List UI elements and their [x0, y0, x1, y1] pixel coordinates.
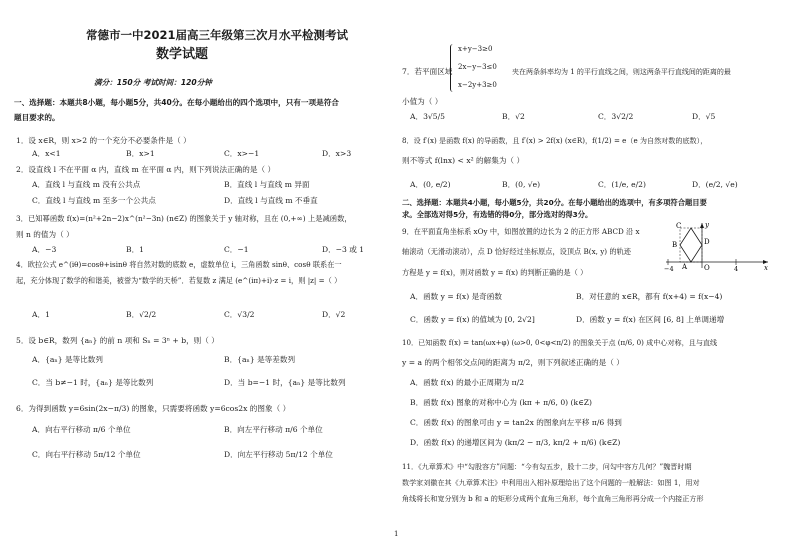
q10-option-c: C．函数 f(x) 的图象可由 y = tan2x 的图象向左平移 π/6 得到 [410, 418, 622, 427]
q3-option-d: D．−3 或 1 [322, 245, 365, 254]
q5-option-c: C．当 b≠−1 时，{aₙ} 是等比数列 [32, 378, 154, 387]
q1-option-a: A．x<1 [32, 149, 61, 158]
q8-option-d: D．(e/2, √e) [692, 180, 738, 189]
q7-option-b: B．√2 [502, 112, 525, 121]
section2-heading-cont: 求。全部选对得5分，有选错的得0分，部分选对的得3分。 [402, 210, 593, 219]
q2-stem: 2．设直线 l 不在平面 α 内，直线 m 在平面 α 内，则下列说法正确的是（ ） [16, 165, 276, 174]
q10-option-b: B．函数 f(x) 图象的对称中心为 (kπ + π/6, 0) (k∈Z) [410, 398, 592, 407]
q2-option-d: D．直线 l 与直线 m 不垂直 [224, 196, 318, 205]
q1-option-b: B．x>1 [126, 149, 155, 158]
q9-stem: 9．在平面直角坐标系 xOy 中，如图放置的边长为 2 的正方形 ABCD 沿 x [402, 227, 640, 236]
q5-option-b: B．{aₙ} 是等差数列 [224, 355, 296, 364]
q3-option-c: C．−1 [224, 245, 249, 254]
q4-stem-cont: 起，充分体现了数学的和谐美，被誉为“数学的天桥”．若复数 z 满足 (e^(iπ)+i)·z = i，则 |z| =（ ） [16, 276, 342, 285]
q3-option-b: B．1 [126, 245, 145, 254]
q7-stem-line2: 小值为（ ） [402, 97, 443, 106]
q9-option-d: D．函数 y = f(x) 在区间 [6, 8] 上单调递增 [576, 315, 725, 324]
q10-option-d: D．函数 f(x) 的递增区间为 (kπ/2 − π/3, kπ/2 + π/6) (k∈Z) [410, 438, 621, 447]
q9-option-c: C．函数 y = f(x) 的值域为 [0, 2√2] [410, 315, 535, 324]
q4-option-a: A．1 [32, 310, 50, 319]
q7-stem: 7．若平面区域 [402, 67, 453, 76]
q7-system-line-2: 2x−y−3≤0 [458, 63, 497, 71]
q4-stem: 4．欧拉公式 e^(iθ)=cosθ+isinθ 将自然对数的底数 e，虚数单位 i，三角函数 sinθ、cosθ 联系在一 [16, 260, 342, 269]
q8-stem: 8．设 f′(x) 是函数 f(x) 的导函数，且 f′(x) > 2f(x) (x∈R)，f(1/2) = e（e 为自然对数的底数）， [402, 136, 708, 145]
q2-option-a: A．直线 l 与直线 m 没有公共点 [32, 180, 141, 189]
q9-option-a: A．函数 y = f(x) 是奇函数 [410, 292, 502, 301]
q9-option-b: B．对任意的 x∈R，都有 f(x+4) = f(x−4) [576, 292, 723, 301]
exam-subtitle: 数学试题 [156, 47, 209, 62]
q8-option-b: B．(0, √e) [502, 180, 541, 189]
q6-option-d: D．向左平行移动 5π/12 个单位 [224, 450, 333, 459]
label-o: O [704, 264, 710, 272]
label-c: C [676, 222, 682, 230]
label-a: A [682, 263, 688, 271]
q5-option-d: D．当 b=−1 时，{aₙ} 是等比数列 [224, 378, 346, 387]
exam-title: 常德市一中2021届高三年级第三次月水平检测考试 [86, 28, 349, 42]
q5-stem: 5．设 b∈R，数列 {aₙ} 的前 n 项和 Sₙ = 3ⁿ + b，则（ ） [16, 336, 219, 345]
q3-stem-cont: 则 n 的值为（ ） [16, 230, 74, 239]
square-abcd [680, 228, 702, 262]
section1-heading: 一、选择题：本题共8小题，每小题5分，共40分。在每小题给出的四个选项中，只有一项是符合 [14, 98, 339, 107]
q7-option-c: C．3√2/2 [598, 112, 634, 121]
q6-option-b: B．向左平行移动 π/6 个单位 [224, 425, 323, 434]
score-info: 满分：150分 考试时间：120分钟 [94, 78, 212, 87]
q7-system-line-1: x+y−3≥0 [458, 45, 493, 53]
label-y: y [705, 221, 709, 229]
q10-stem-cont: y = a 的两个相邻交点间的距离为 π/2，则下列叙述正确的是（ ） [402, 358, 624, 367]
q6-option-a: A．向右平行移动 π/6 个单位 [32, 425, 131, 434]
section1-heading-cont: 题目要求的。 [14, 113, 60, 122]
q11-line1: 11．《九章算术》中“勾股容方”问题：“今有勾五步，股十二步，问勾中容方几何？”魏晋时期 [402, 462, 692, 471]
q4-option-b: B．√2/2 [126, 310, 157, 319]
q8-stem-cont: 则不等式 f(lnx) < x² 的解集为（ ） [402, 156, 525, 165]
label-x: x [764, 264, 768, 272]
tick-label-neg4: −4 [664, 265, 674, 272]
q6-stem: 6．为得到函数 y=6sin(2x−π/3) 的图象，只需要将函数 y=6cos2x 的图象（ ） [16, 404, 291, 413]
q8-option-c: C．(1/e, e/2) [598, 180, 646, 189]
q1-stem: 1．设 x∈R，则 x>2 的一个充分不必要条件是（ ） [16, 136, 191, 145]
q1-option-d: D．x>3 [322, 149, 352, 158]
brace-icon [450, 44, 457, 92]
section2-heading: 二、选择题：本题共4小题，每小题5分，共20分。在每小题给出的选项中，有多项符合题目要 [402, 198, 707, 207]
q11-line3: 角线将长和宽分别为 b 和 a 的矩形分成两个直角三角形，每个直角三角形再分成一个内接正方形 [402, 494, 704, 503]
q7-system-line-3: x−2y+3≥0 [458, 81, 497, 89]
page-number: 1 [394, 530, 399, 538]
q2-option-c: C．直线 l 与直线 m 至多一个公共点 [32, 196, 156, 205]
q7-option-a: A．3√5/5 [410, 112, 445, 121]
q2-option-b: B．直线 l 与直线 m 异面 [224, 180, 310, 189]
q8-option-a: A．(0, e/2) [410, 180, 451, 189]
q5-option-a: A．{aₙ} 是等比数列 [32, 355, 103, 364]
q1-option-c: C．x>−1 [224, 149, 260, 158]
q4-option-c: C．√3/2 [224, 310, 255, 319]
q4-option-d: D．√2 [322, 310, 346, 319]
q10-stem: 10．已知函数 f(x) = tan(ωx+φ) (ω>0, 0<φ<π/2) 的图象关于点 (π/6, 0) 成中心对称，且与直线 [402, 338, 718, 347]
q9-figure [664, 220, 774, 272]
q6-option-c: C．向右平行移动 5π/12 个单位 [32, 450, 141, 459]
q3-stem: 3．已知幂函数 f(x)=(n²+2n−2)x^(n²−3n) (n∈Z) 的图象关于 y 轴对称，且在 (0,+∞) 上是减函数， [16, 214, 352, 223]
label-b: B [672, 241, 678, 249]
q11-line2: 数学家刘徽在其《九章算术注》中利用出入相补原理给出了这个问题的一般解法：如图 1，用对 [402, 478, 700, 487]
tick-label-pos4: 4 [734, 265, 739, 272]
q7-stem-cont: 夹在两条斜率均为 1 的平行直线之间，则这两条平行直线间的距离的最 [512, 68, 731, 76]
q3-option-a: A．−3 [32, 245, 57, 254]
y-axis-arrow-icon [700, 223, 704, 228]
q9-stem-cont: 轴滚动（无滑动滚动），点 D 恰好经过坐标原点，设顶点 B(x, y) 的轨迹 [402, 247, 631, 256]
q10-option-a: A．函数 f(x) 的最小正周期为 π/2 [410, 378, 525, 387]
q7-option-d: D．√5 [692, 112, 716, 121]
dashed-square [680, 228, 702, 262]
q9-stem-line3: 方程是 y = f(x)，则对函数 y = f(x) 的判断正确的是（ ） [402, 268, 588, 277]
label-d: D [704, 238, 710, 246]
